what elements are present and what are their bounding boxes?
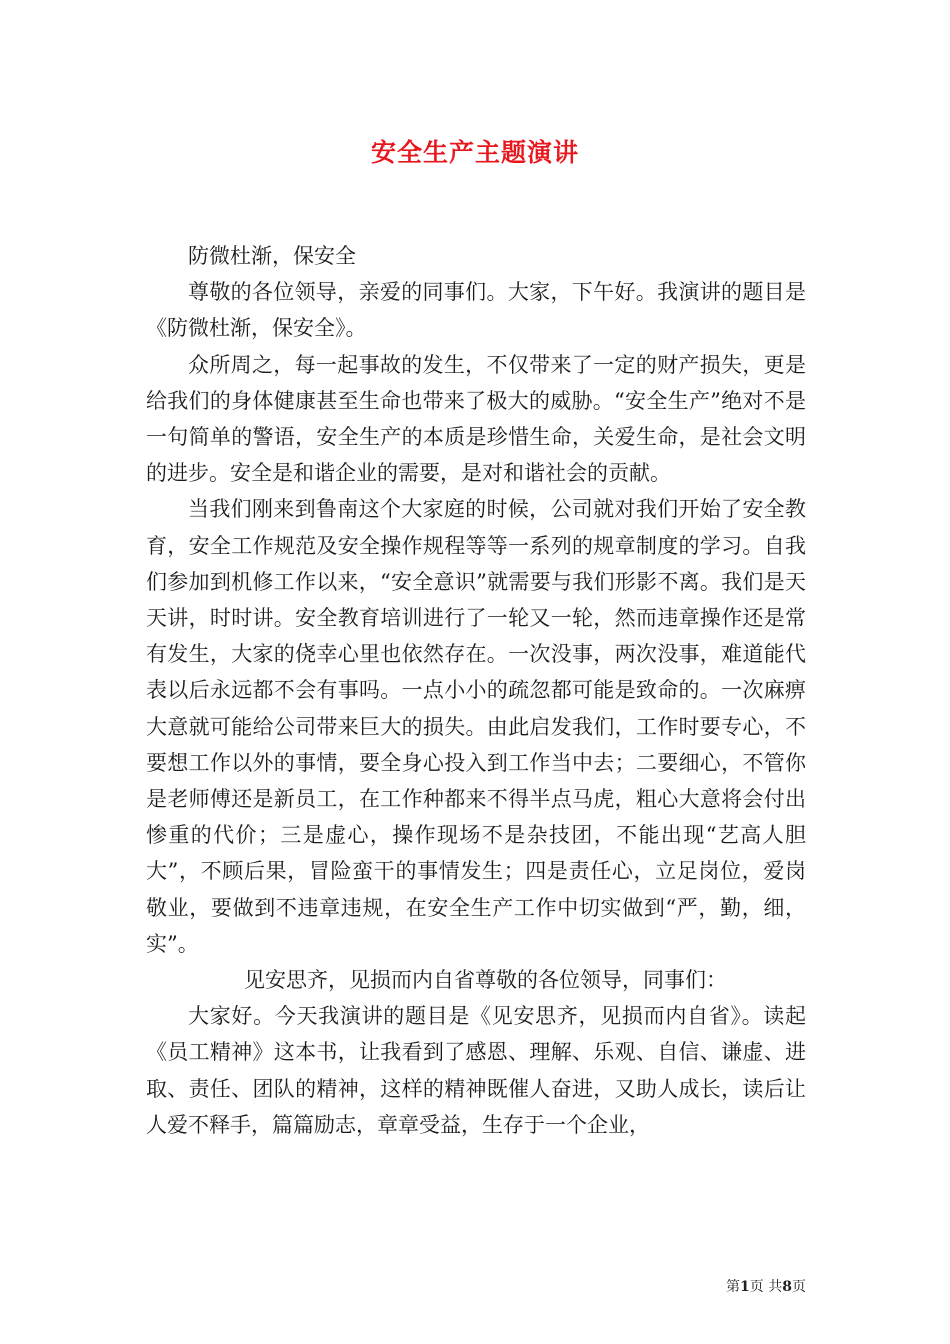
page-total: 8: [782, 1279, 792, 1295]
document-title: 安全生产主题演讲: [370, 138, 579, 167]
paragraph: 尊敬的各位领导，亲爱的同事们。大家，下午好。我演讲的题目是《防微杜渐，保安全》。: [146, 280, 806, 341]
section-heading: 见安思齐，见损而内自省尊敬的各位领导，同事们：: [244, 968, 727, 993]
footer-suffix: 页: [792, 1279, 806, 1295]
paragraph: 众所周之，每一起事故的发生，不仅带来了一定的财产损失，更是给我们的身体健康甚至生命也带来了极大的威胁。“安全生产”绝对不是一句简单的警语，安全生产的本质是珍惜生命，关爱生命，是社会文明的进步。安全是和谐企业的需要，是对和谐社会的贡献。: [146, 352, 806, 486]
section-heading: 防微杜渐，保安全: [188, 244, 356, 268]
footer-prefix: 第: [726, 1279, 741, 1295]
paragraph: 当我们刚来到鲁南这个大家庭的时候，公司就对我们开始了安全教育，安全工作规范及安全操作规程等等一系列的规章制度的学习。自我们参加到机修工作以来，“安全意识”就需要与我们形影不离。我们是天天讲，时时讲。安全教育培训进行了一轮又一轮，然而违章操作还是常有发生，大家的侥幸心里也依然存在。一次没事，两次没事，难道能代表以后永远都不会有事吗。一点小小的疏忽都可能是致命的。一次麻痹大意就可能给公司带来巨大的损失。由此启发我们，工作时要专心，不要想工作以外的事情，要全身心投入到工作当中去；二要细心，不管你是老师傅还是新员工，在工作种都来不得半点马虎，粗心大意将会付出惨重的代价；三是虚心，操作现场不是杂技团，不能出现“艺高人胆大”，不顾后果，冒险蛮干的事情发生；四是责任心，立足岗位，爱岗敬业，要做到不违章违规，在安全生产工作中切实做到“严，勤，细，实”。: [146, 497, 806, 956]
footer-middle: 页 共: [749, 1279, 783, 1295]
document-body: [146, 238, 806, 1143]
paragraph: 大家好。今天我演讲的题目是《见安思齐，见损而内自省》。读起《员工精神》这本书，让我看到了感恩、理解、乐观、自信、谦虚、进取、责任、团队的精神，这样的精神既催人奋进，又助人成长，读后让人爱不释手，篇篇励志，章章受益，生存于一个企业，: [146, 1004, 806, 1137]
page-number: 1: [740, 1279, 750, 1295]
page-footer: [0, 1276, 806, 1296]
